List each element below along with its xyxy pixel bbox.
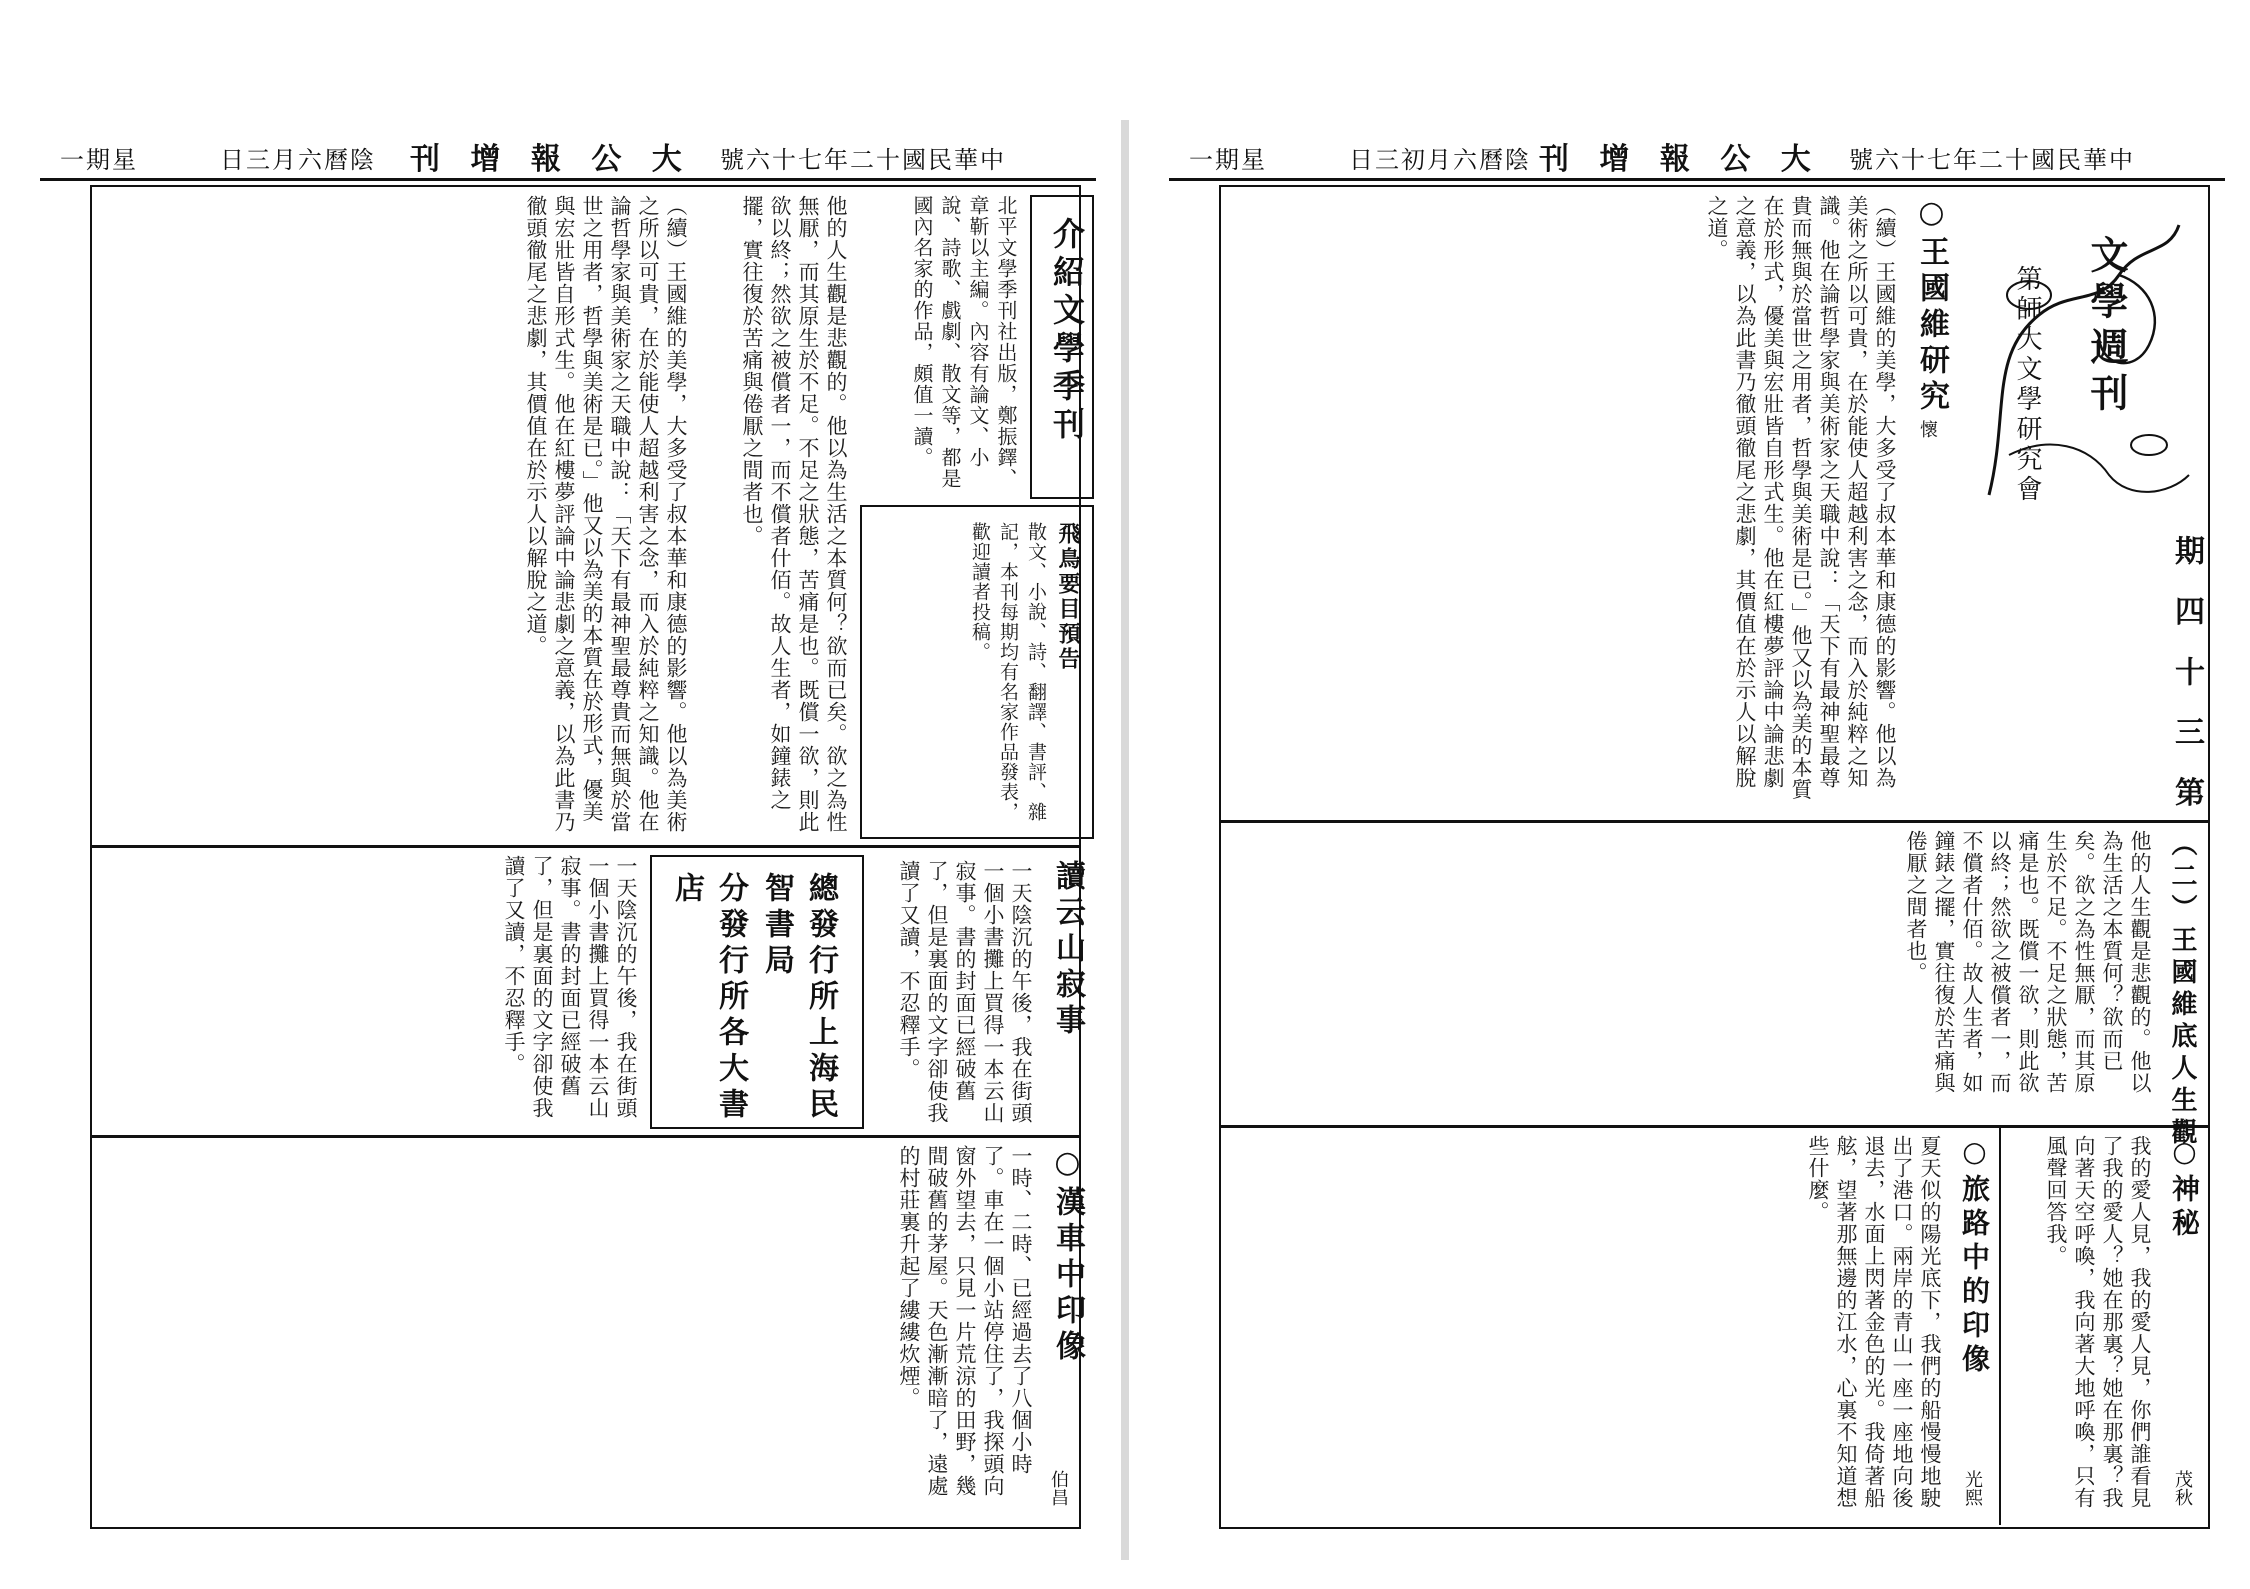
floral-ornament-icon — [1949, 195, 2204, 525]
mystery-title: ○神秘 — [2168, 1135, 2201, 1242]
intro-heading-box — [1030, 195, 1094, 499]
romanticism-body: （續）王國維的美學，大多受了叔本華和康德的影響。他以為美術之所以可貴，在於能使人超越利害之念，而入於純粹之知識。他在論哲學家與美術家之天職中說：「天下有最神聖最尊貴而無與於當世之用者，哲學與美術是已。」他又以為美的本質在於形式，優美與宏壯皆自形式生。他在紅樓夢評論中論悲劇之意義，以為此書乃徹頭徹尾之悲劇，其價值在於示人以解脫之道。 — [524, 195, 688, 833]
toc-body: 散文、小說、詩、翻譯、書評、雜記，本刊每期均有名家作品發表，歡迎讀者投稿。 — [969, 522, 1047, 822]
mystery-author: 茂秋 — [2172, 1470, 2193, 1506]
intro-heading: 介紹文學季刊 — [1048, 217, 1086, 445]
left-lunar-date: 日三月六曆陰 — [220, 146, 376, 174]
advert-box — [650, 855, 864, 1129]
wang-guowei-body: （續）王國維的美學，大多受了叔本華和康德的影響。他以為美術之所以可貴，在於能使人超越利害之念，而入於純粹之知識。他在論哲學家與美術家之天職中說：「天下有最神聖最尊貴而無與於當世之用者，哲學與美術是已。」他又以為美的本質在於形式，優美與宏壯皆自形式生。他在紅樓夢評論中論悲劇之意義，以為此書乃徹頭徹尾之悲劇，其價值在於示人以解脫之道。 — [1705, 195, 1897, 801]
supplement-crest — [1949, 195, 2204, 525]
left-section-rule-2 — [90, 1135, 1081, 1138]
han-car-body: 一時、二時、已經過去了八個小時了。車在一個小站停住了，我探頭向窗外望去，只見一片荒涼的田野，幾間破舊的茅屋。天色漸漸暗了，遠處的村莊裏升起了縷縷炊煙。 — [897, 1145, 1033, 1497]
toc-title: 飛鳥要目預告 — [1055, 522, 1081, 672]
right-page — [1129, 0, 2250, 1589]
left-page — [0, 0, 1121, 1589]
wang-guowei-author: 懷 — [1917, 420, 1938, 438]
left-masthead — [40, 130, 1096, 181]
travel-title: ○旅路中的印像 — [1958, 1135, 1991, 1378]
advert-line1: 總發行所上海民智書局 — [759, 872, 838, 1124]
mystery-body: 我的愛人見，我的愛人見，你們誰看見了我的愛人？她在那裏？她在那裏？我向著天空呼喚，我向著大地呼喚，只有風聲回答我。 — [2044, 1135, 2152, 1509]
mid-left-text: 一天陰沉的午後，我在街頭一個小書攤上買得一本云山寂事。書的封面已經破舊了，但是裏面的文字卻使我讀了又讀，不忍釋手。 — [502, 855, 638, 1119]
supplement-society: 第師大文學研究會 — [2012, 265, 2042, 505]
left-section-rule — [90, 845, 1081, 848]
right-section-rule-2 — [1219, 1125, 2210, 1128]
intro-body: 北平文學季刊社出版，鄭振鐸、章靳以主編。內容有論文、小說、詩歌、戲劇、散文等，都是國內名家的作品，頗值一讀。 — [910, 195, 1018, 489]
right-paper-title: 刊 增 報 公 大 — [1539, 142, 1821, 177]
right-section-rule — [1219, 820, 2210, 823]
travel-author: 光熙 — [1962, 1470, 1983, 1506]
wang-guowei-title: ○王國維研究 — [1914, 195, 1949, 416]
left-issue-no: 號六十七年二十國民華中 — [720, 146, 1006, 174]
column-divider — [1999, 1125, 2001, 1525]
life-view-body: 他的人生觀是悲觀的。他以為生活之本質何？欲而已矣。欲之為性無厭，而其原生於不足。不足之狀態，苦痛是也。既償一欲，則此欲以終；然欲之被償者一，而不償者什佰。故人生者，如鐘錶之擺，實往復於苦痛與倦厭之間者也。 — [1904, 830, 2152, 1094]
continued-text: 他的人生觀是悲觀的。他以為生活之本質何？欲而已矣。欲之為性無厭，而其原生於不足。不足之狀態，苦痛是也。既償一欲，則此欲以終；然欲之被償者一，而不償者什佰。故人生者，如鐘錶之擺，實往復於苦痛與倦厭之間者也。 — [740, 195, 848, 833]
travel-body: 夏天似的陽光底下，我們的船慢慢地駛出了港口。兩岸的青山一座一座地向後退去，水面上閃著金色的光。我倚著船舷，望著那無邊的江水，心裏不知道想些什麼。 — [1806, 1135, 1942, 1509]
han-car-author: 伯昌 — [1048, 1470, 1069, 1506]
supplement-logo: 文學週刊 — [2084, 235, 2129, 419]
left-weekday: 一期星 — [60, 146, 138, 174]
book-review-body: 一天陰沉的午後，我在街頭一個小書攤上買得一本云山寂事。書的封面已經破舊了，但是裏面的文字卻使我讀了又讀，不忍釋手。 — [897, 860, 1033, 1124]
romanticism-title: （二）王國維底人生觀 — [2167, 830, 2197, 1150]
supplement-issue: 期 四 十 三 第 — [2169, 535, 2204, 817]
center-fold — [1121, 120, 1129, 1560]
right-issue-no: 號六十七年二十國民華中 — [1849, 146, 2135, 174]
toc-box — [860, 505, 1094, 839]
han-car-title: ○漢車中印像 — [1050, 1145, 1085, 1366]
right-lunar-date: 日三初月六曆陰 — [1349, 146, 1531, 174]
left-paper-title: 刊 增 報 公 大 — [410, 142, 692, 177]
advert-line2: 分發行所各大書店 — [669, 872, 748, 1124]
book-review-title: 讀云山寂事 — [1050, 860, 1085, 1040]
right-weekday: 一期星 — [1189, 146, 1267, 174]
right-masthead — [1169, 130, 2225, 181]
